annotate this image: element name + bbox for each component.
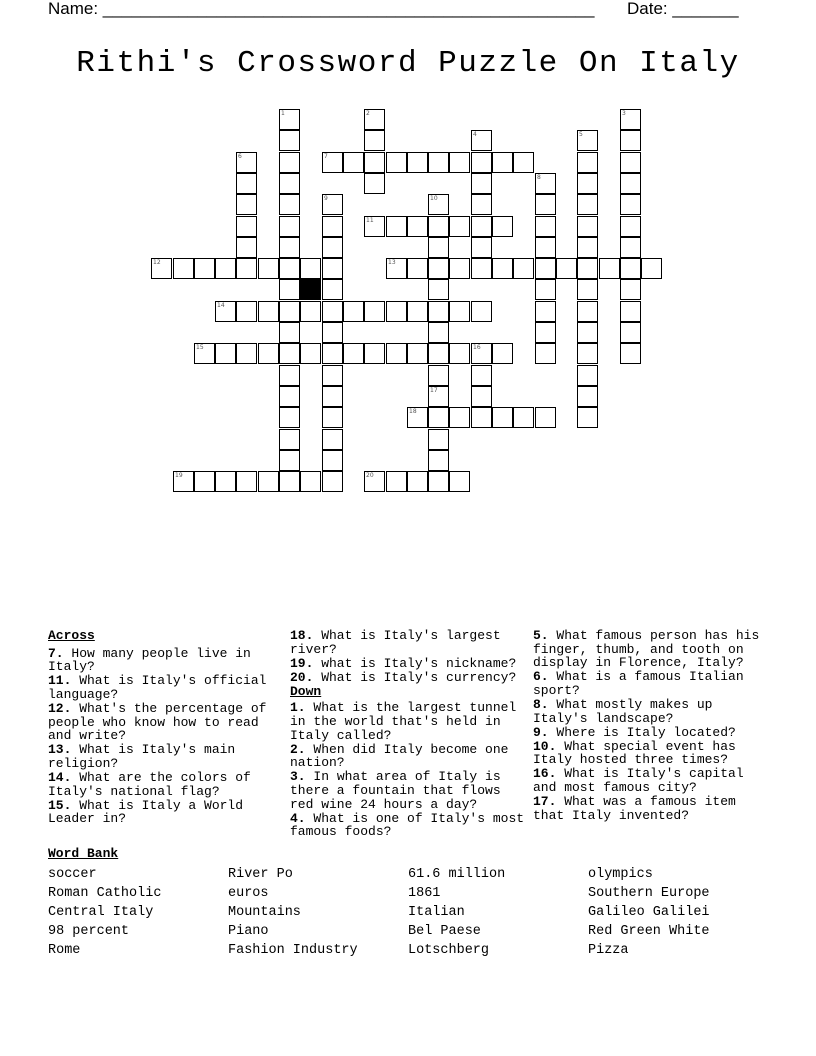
word-bank-entry: Southern Europe — [588, 886, 710, 901]
grid-cell[interactable] — [386, 471, 407, 492]
grid-cell[interactable] — [258, 258, 279, 279]
across-clue: 11. What is Italy's official language? — [48, 673, 267, 702]
grid-cell[interactable] — [492, 216, 513, 237]
grid-cell[interactable] — [364, 173, 385, 194]
across-clue-list-continued — [290, 629, 530, 684]
grid-cell[interactable] — [407, 407, 428, 428]
grid-cell[interactable] — [535, 216, 556, 237]
across-clue: 14. What are the colors of Italy's national flag? — [48, 769, 251, 799]
clue-number: 3 — [622, 110, 626, 117]
grid-cell[interactable] — [620, 173, 641, 194]
grid-cell[interactable] — [471, 343, 492, 364]
word-bank-entry: Pizza — [588, 943, 629, 958]
grid-cell[interactable] — [236, 258, 257, 279]
grid-cell[interactable] — [428, 237, 449, 258]
clue-number: 9 — [324, 195, 328, 202]
grid-cell[interactable] — [577, 173, 598, 194]
grid-cell[interactable] — [322, 322, 343, 343]
clue-number-label: 9. — [533, 724, 549, 740]
clue-number: 7 — [324, 153, 328, 160]
grid-cell[interactable] — [513, 152, 534, 173]
clue-number-label: 20. — [290, 669, 314, 685]
down-clue: 2. When did Italy become one nation? — [290, 741, 509, 771]
grid-cell[interactable] — [300, 258, 321, 279]
clue-number: 15 — [196, 344, 204, 351]
clue-number-label: 10. — [533, 738, 557, 754]
grid-cell[interactable] — [343, 301, 364, 322]
grid-cell[interactable] — [279, 407, 300, 428]
grid-cell[interactable] — [492, 407, 513, 428]
across-clue: 20. What is Italy's currency? — [290, 669, 517, 685]
grid-cell[interactable] — [386, 258, 407, 279]
grid-cell[interactable] — [215, 301, 236, 322]
grid-cell[interactable] — [449, 301, 470, 322]
grid-cell[interactable] — [279, 109, 300, 130]
clue-number-label: 2. — [290, 741, 306, 757]
grid-cell[interactable] — [194, 471, 215, 492]
across-clue: 18. What is Italy's largest river? — [290, 628, 501, 657]
grid-cell[interactable] — [620, 130, 641, 151]
grid-cell[interactable] — [236, 194, 257, 215]
grid-cell[interactable] — [279, 365, 300, 386]
clue-number-label: 16. — [533, 766, 557, 782]
grid-cell[interactable] — [364, 301, 385, 322]
grid-cell[interactable] — [258, 471, 279, 492]
grid-cell[interactable] — [513, 407, 534, 428]
grid-cell[interactable] — [407, 216, 428, 237]
clue-number: 19 — [175, 472, 183, 479]
down-clue: 17. What was a famous item that Italy invented? — [533, 794, 736, 823]
grid-cell[interactable] — [236, 301, 257, 322]
clue-number-label: 1. — [290, 700, 306, 716]
clue-number: 20 — [366, 472, 374, 479]
across-heading: Across — [48, 628, 95, 643]
grid-cell[interactable] — [279, 279, 300, 300]
grid-cell[interactable] — [300, 471, 321, 492]
grid-cell[interactable] — [322, 471, 343, 492]
grid-cell[interactable] — [428, 279, 449, 300]
grid-cell[interactable] — [194, 343, 215, 364]
name-field-label: Name: ____________________________________________________ — [48, 0, 595, 18]
grid-cell[interactable] — [364, 216, 385, 237]
grid-cell[interactable] — [471, 130, 492, 151]
across-clue: 7. How many people live in Italy? — [48, 645, 251, 675]
clue-number-label: 17. — [533, 794, 557, 810]
grid-cell[interactable] — [322, 152, 343, 173]
grid-cell[interactable] — [322, 450, 343, 471]
grid-cell[interactable] — [279, 322, 300, 343]
across-clue: 19. what is Italy's nickname? — [290, 655, 517, 671]
grid-cell[interactable] — [471, 173, 492, 194]
grid-cell[interactable] — [215, 471, 236, 492]
grid-cell[interactable] — [279, 258, 300, 279]
word-bank-column — [408, 865, 505, 960]
grid-cell[interactable] — [620, 216, 641, 237]
grid-cell[interactable] — [641, 258, 662, 279]
clue-number-label: 3. — [290, 769, 306, 785]
grid-cell[interactable] — [236, 173, 257, 194]
grid-cell[interactable] — [449, 343, 470, 364]
grid-cell[interactable] — [322, 386, 343, 407]
grid-cell[interactable] — [577, 279, 598, 300]
grid-cell[interactable] — [364, 152, 385, 173]
grid-cell[interactable] — [236, 216, 257, 237]
word-bank-column — [228, 865, 358, 960]
grid-cell[interactable] — [364, 471, 385, 492]
grid-cell[interactable] — [449, 407, 470, 428]
grid-cell[interactable] — [620, 194, 641, 215]
grid-cell[interactable] — [322, 343, 343, 364]
grid-cell[interactable] — [492, 152, 513, 173]
grid-cell[interactable] — [236, 152, 257, 173]
grid-cell[interactable] — [194, 258, 215, 279]
clue-number-label: 15. — [48, 797, 72, 813]
clue-number-label: 14. — [48, 769, 72, 785]
grid-cell[interactable] — [215, 343, 236, 364]
grid-cell[interactable] — [620, 279, 641, 300]
grid-cell[interactable] — [471, 258, 492, 279]
page-title: Rithi's Crossword Puzzle On Italy — [76, 46, 740, 81]
grid-cell[interactable] — [322, 407, 343, 428]
word-bank-column — [588, 865, 710, 960]
grid-cell[interactable] — [279, 237, 300, 258]
grid-cell[interactable] — [471, 407, 492, 428]
word-bank-entry: 98 percent — [48, 924, 130, 939]
word-bank-title: Word Bank — [48, 846, 119, 861]
grid-cell[interactable] — [471, 216, 492, 237]
grid-cell[interactable] — [577, 152, 598, 173]
grid-cell[interactable] — [407, 301, 428, 322]
across-clue: 13. What is Italy's main religion? — [48, 742, 236, 771]
grid-cell[interactable] — [471, 237, 492, 258]
grid-cell[interactable] — [236, 343, 257, 364]
clues-column-2 — [290, 629, 530, 839]
clue-number: 17 — [430, 387, 438, 394]
grid-cell[interactable] — [322, 216, 343, 237]
clue-number: 14 — [217, 302, 225, 309]
grid-cell[interactable] — [279, 450, 300, 471]
grid-cell[interactable] — [407, 152, 428, 173]
clue-number-label: 19. — [290, 655, 314, 671]
grid-cell[interactable] — [620, 343, 641, 364]
grid-cell[interactable] — [322, 279, 343, 300]
grid-cell[interactable] — [577, 301, 598, 322]
grid-cell[interactable] — [620, 152, 641, 173]
grid-cell[interactable] — [492, 343, 513, 364]
across-clue: 15. What is Italy a World Leader in? — [48, 797, 244, 827]
word-bank-entry: River Po — [228, 867, 293, 882]
grid-cell[interactable] — [279, 343, 300, 364]
down-heading: Down — [290, 683, 322, 699]
grid-cell[interactable] — [620, 237, 641, 258]
word-bank-entry: Piano — [228, 924, 269, 939]
grid-cell[interactable] — [620, 301, 641, 322]
across-clue-list — [48, 647, 284, 826]
grid-cell[interactable] — [343, 152, 364, 173]
grid-cell[interactable] — [322, 365, 343, 386]
grid-cell[interactable] — [364, 130, 385, 151]
grid-cell[interactable] — [577, 216, 598, 237]
clue-number-label: 6. — [533, 669, 549, 685]
grid-cell[interactable] — [279, 471, 300, 492]
grid-cell[interactable] — [577, 407, 598, 428]
grid-cell[interactable] — [173, 258, 194, 279]
clue-number-label: 12. — [48, 700, 72, 716]
grid-cell[interactable] — [577, 322, 598, 343]
grid-cell[interactable] — [279, 130, 300, 151]
grid-cell[interactable] — [535, 279, 556, 300]
word-bank-entry: Rome — [48, 943, 81, 958]
grid-cell[interactable] — [236, 237, 257, 258]
grid-cell[interactable] — [471, 152, 492, 173]
grid-cell[interactable] — [258, 343, 279, 364]
down-clue: 10. What special event has Italy hosted three times? — [533, 738, 736, 768]
grid-cell[interactable] — [535, 173, 556, 194]
grid-cell[interactable] — [407, 258, 428, 279]
grid-cell[interactable] — [428, 365, 449, 386]
clue-number-label: 18. — [290, 628, 314, 643]
grid-cell[interactable] — [428, 258, 449, 279]
grid-cell[interactable] — [577, 194, 598, 215]
grid-cell[interactable] — [279, 194, 300, 215]
grid-cell[interactable] — [364, 109, 385, 130]
date-field-label: Date: _______ — [627, 0, 739, 18]
word-bank-entry: 1861 — [408, 886, 441, 901]
grid-cell[interactable] — [513, 258, 534, 279]
grid-cell[interactable] — [449, 152, 470, 173]
clue-number-label: 7. — [48, 645, 64, 661]
clue-number: 16 — [473, 344, 481, 351]
down-clue: 8. What mostly makes up Italy's landscape? — [533, 696, 713, 726]
grid-cell[interactable] — [471, 301, 492, 322]
grid-cell[interactable] — [535, 194, 556, 215]
word-bank-column — [48, 865, 161, 960]
down-clue: 9. Where is Italy located? — [533, 724, 736, 740]
word-bank-entry: Galileo Galilei — [588, 905, 710, 920]
grid-cell[interactable] — [386, 216, 407, 237]
grid-cell[interactable] — [471, 386, 492, 407]
word-bank-entry: Mountains — [228, 905, 301, 920]
grid-cell[interactable] — [364, 343, 385, 364]
grid-cell[interactable] — [535, 407, 556, 428]
grid-cell[interactable] — [300, 343, 321, 364]
clue-number: 11 — [366, 217, 374, 224]
grid-cell[interactable] — [577, 258, 598, 279]
down-clue-list-continued — [533, 629, 769, 822]
across-clue: 12. What's the percentage of people who know how to read and write? — [48, 700, 267, 744]
grid-cell[interactable] — [215, 258, 236, 279]
word-bank-entry: Lotschberg — [408, 943, 490, 958]
grid-cell[interactable] — [428, 216, 449, 237]
down-clue: 16. What is Italy's capital and most famous city? — [533, 766, 744, 796]
grid-cell[interactable] — [428, 429, 449, 450]
grid-cell[interactable] — [322, 429, 343, 450]
word-bank-entry: Italian — [408, 905, 465, 920]
grid-cell[interactable] — [577, 130, 598, 151]
down-clue: 4. What is one of Italy's most famous foods? — [290, 810, 525, 840]
grid-cell[interactable] — [599, 258, 620, 279]
grid-cell[interactable] — [300, 301, 321, 322]
grid-cell[interactable] — [428, 194, 449, 215]
grid-cell[interactable] — [471, 194, 492, 215]
down-clue: 5. What famous person has his finger, thumb, and tooth on display in Florence, Italy? — [533, 628, 760, 671]
grid-cell[interactable] — [428, 343, 449, 364]
grid-cell[interactable] — [535, 343, 556, 364]
grid-cell[interactable] — [322, 237, 343, 258]
word-bank-entry: Bel Paese — [408, 924, 481, 939]
grid-cell[interactable] — [620, 258, 641, 279]
word-bank-entry: euros — [228, 886, 269, 901]
grid-cell[interactable] — [428, 450, 449, 471]
grid-cell[interactable] — [620, 322, 641, 343]
grid-cell[interactable] — [620, 109, 641, 130]
clue-number: 18 — [409, 408, 417, 415]
clue-number: 10 — [430, 195, 438, 202]
grid-cell[interactable] — [449, 216, 470, 237]
grid-cell[interactable] — [577, 365, 598, 386]
grid-cell[interactable] — [173, 471, 194, 492]
black-square — [300, 279, 321, 300]
grid-cell[interactable] — [556, 258, 577, 279]
grid-cell[interactable] — [279, 429, 300, 450]
grid-cell[interactable] — [322, 258, 343, 279]
grid-cell[interactable] — [279, 301, 300, 322]
grid-cell[interactable] — [322, 301, 343, 322]
grid-cell[interactable] — [428, 471, 449, 492]
grid-cell[interactable] — [279, 173, 300, 194]
grid-cell[interactable] — [428, 407, 449, 428]
grid-cell[interactable] — [535, 301, 556, 322]
grid-cell[interactable] — [535, 322, 556, 343]
word-bank-entry: Red Green White — [588, 924, 710, 939]
clue-number-label: 13. — [48, 742, 72, 758]
grid-cell[interactable] — [386, 343, 407, 364]
grid-cell[interactable] — [449, 471, 470, 492]
clue-number: 12 — [153, 259, 161, 266]
grid-cell[interactable] — [386, 152, 407, 173]
down-clue-list — [290, 701, 530, 838]
grid-cell[interactable] — [577, 343, 598, 364]
clue-number: 8 — [537, 174, 541, 181]
clue-number: 1 — [281, 110, 285, 117]
grid-cell[interactable] — [258, 301, 279, 322]
grid-cell[interactable] — [428, 322, 449, 343]
grid-cell[interactable] — [577, 237, 598, 258]
down-clue: 1. What is the largest tunnel in the world that's held in Italy called? — [290, 700, 517, 743]
clue-number: 2 — [366, 110, 370, 117]
grid-cell[interactable] — [386, 301, 407, 322]
down-clue: 3. In what area of Italy is there a fountain that flows red wine 24 hours a day? — [290, 769, 501, 812]
word-bank-entry: 61.6 million — [408, 867, 506, 882]
grid-cell[interactable] — [492, 258, 513, 279]
crossword-grid — [0, 0, 816, 520]
clue-number-label: 4. — [290, 810, 306, 826]
clue-number-label: 5. — [533, 628, 549, 643]
word-bank-entry: Fashion Industry — [228, 943, 358, 958]
clue-number: 13 — [388, 259, 396, 266]
clues-column-1 — [48, 629, 284, 826]
clue-number: 6 — [238, 153, 242, 160]
clue-number: 5 — [579, 131, 583, 138]
grid-cell[interactable] — [236, 471, 257, 492]
grid-cell[interactable] — [279, 152, 300, 173]
down-clue: 6. What is a famous Italian sport? — [533, 669, 744, 698]
word-bank-entry: olympics — [588, 867, 653, 882]
grid-cell[interactable] — [428, 386, 449, 407]
grid-cell[interactable] — [535, 258, 556, 279]
word-bank-entry: soccer — [48, 867, 97, 882]
grid-cell[interactable] — [343, 343, 364, 364]
word-bank-entry: Roman Catholic — [48, 886, 162, 901]
clue-number-label: 8. — [533, 696, 549, 712]
grid-cell[interactable] — [577, 386, 598, 407]
grid-cell[interactable] — [151, 258, 172, 279]
grid-cell[interactable] — [279, 386, 300, 407]
grid-cell[interactable] — [449, 258, 470, 279]
grid-cell[interactable] — [322, 194, 343, 215]
clues-column-3 — [533, 629, 769, 823]
grid-cell[interactable] — [471, 365, 492, 386]
grid-cell[interactable] — [279, 216, 300, 237]
grid-cell[interactable] — [428, 301, 449, 322]
clue-number-label: 11. — [48, 673, 72, 689]
grid-cell[interactable] — [407, 471, 428, 492]
grid-cell[interactable] — [407, 343, 428, 364]
clue-number: 4 — [473, 131, 477, 138]
word-bank-entry: Central Italy — [48, 905, 154, 920]
grid-cell[interactable] — [535, 237, 556, 258]
grid-cell[interactable] — [428, 152, 449, 173]
